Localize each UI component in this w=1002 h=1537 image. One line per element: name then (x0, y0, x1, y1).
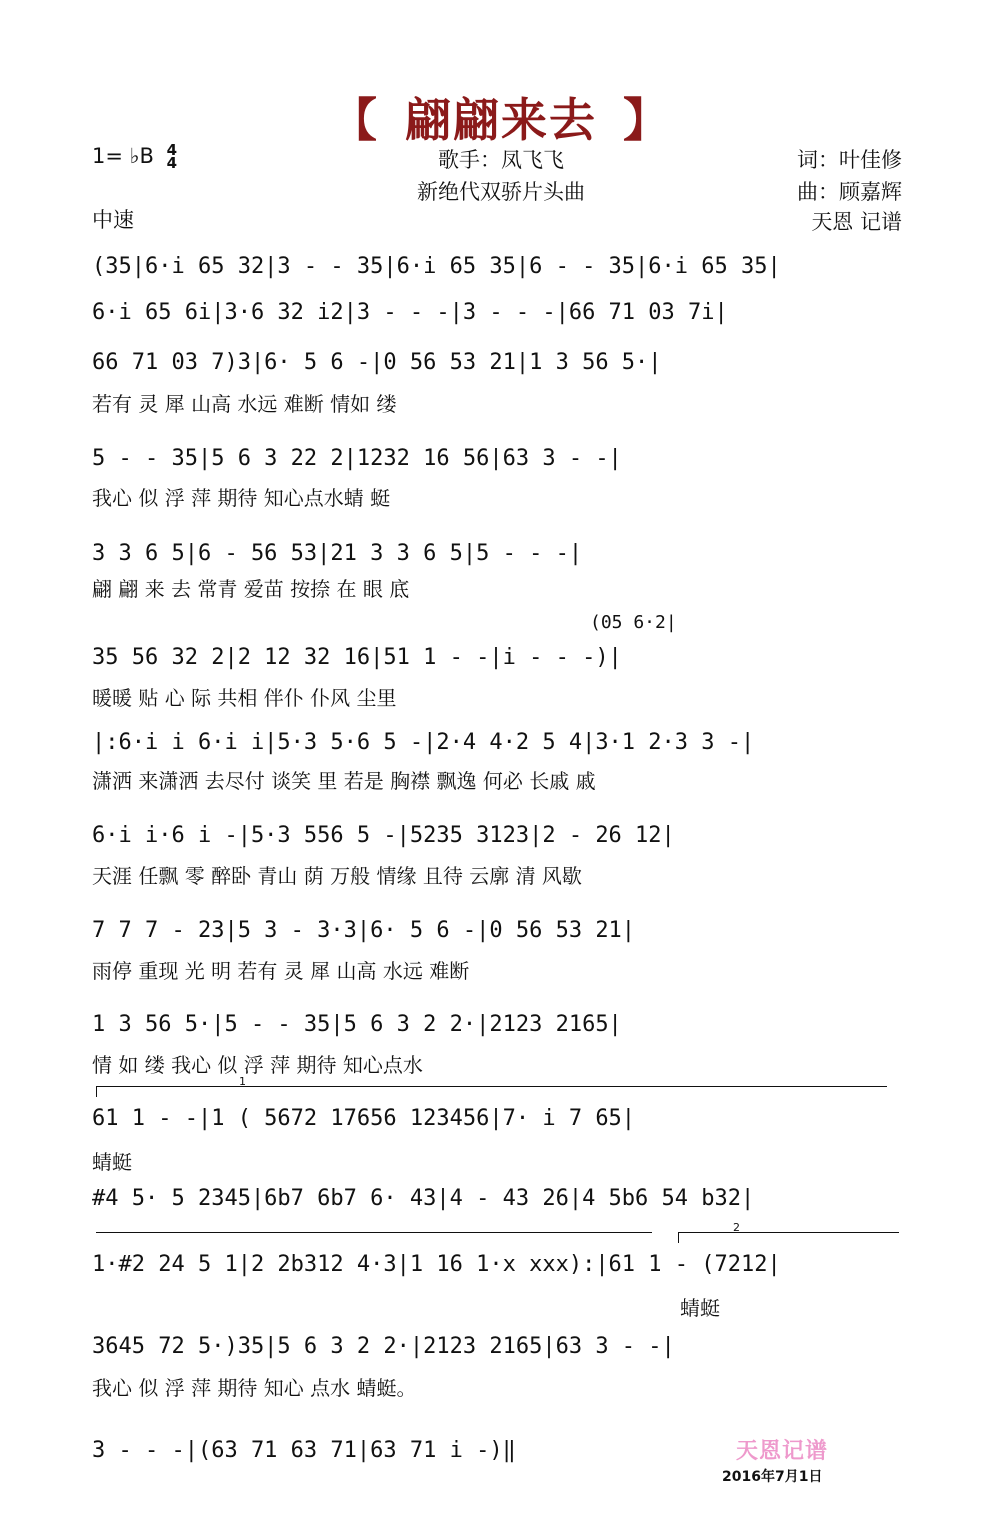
volta-number-1: 1 (239, 1075, 246, 1088)
song-subtitle: 新绝代双骄片头曲 (417, 180, 585, 204)
score-line-12: #4 5· 5 2345|6b7 6b7 6· 43|4 - 43 26|4 5b6 54 b32| (92, 1186, 755, 1211)
lyric-line-13: 蜻蜓 (680, 1296, 720, 1320)
score-line-3: 66 71 03 7)3|6· 5 6 -|0 56 53 21|1 3 56 5·| (92, 350, 662, 375)
title-bracket-close: 】 (623, 93, 671, 147)
volta-number-2: 2 (733, 1221, 740, 1234)
score-line-6: 35 56 32 2|2 12 32 16|51 1 - -|i - - -)| (92, 645, 622, 670)
score-line-10: 1 3 56 5·|5 - - 35|5 6 3 2 2·|2123 2165| (92, 1012, 622, 1037)
score-line-15: 3 - - -|(63 71 63 71|63 71 i -)‖ (92, 1438, 516, 1463)
title-text: 翩翩来去 (405, 93, 597, 147)
composer-credit: 曲：顾嘉辉 (797, 180, 902, 204)
notator-credit: 天恩 记谱 (811, 210, 902, 234)
volta-bracket-1-close (96, 1232, 652, 1243)
key-text: 1= ♭B (92, 144, 154, 168)
lyricist-credit: 词：叶佳修 (797, 148, 902, 172)
score-line-9: 7 7 7 - 23|5 3 - 3·3|6· 5 6 -|0 56 53 21| (92, 918, 636, 943)
score-line-6-aux: (05 6·2| (590, 612, 677, 633)
time-bottom: 4 (166, 154, 178, 172)
score-line-8: 6·i i·6 i -|5·3 556 5 -|5235 3123|2 - 26 12| (92, 823, 675, 848)
score-date: 2016年7月1日 (722, 1469, 823, 1485)
lyric-line-10: 情 如 缕 我心 似 浮 萍 期待 知心点水 (92, 1053, 423, 1077)
notator-stamp: 天恩记谱 (736, 1439, 829, 1464)
volta-bracket-2 (678, 1221, 899, 1243)
lyric-line-6: 暖暖 贴 心 际 共相 伴仆 仆风 尘里 (92, 686, 397, 710)
lyric-line-8: 天涯 任飘 零 醉卧 青山 荫 万般 情缘 且待 云廓 清 风歇 (92, 864, 582, 888)
title-bracket-open: 【 (331, 93, 379, 147)
volta-bracket-1 (96, 1075, 887, 1097)
lyric-line-14: 我心 似 浮 萍 期待 知心 点水 蜻蜓。 (92, 1376, 417, 1400)
lyric-line-4: 我心 似 浮 萍 期待 知心点水蜻 蜓 (92, 486, 391, 510)
tempo-marking: 中速 (92, 208, 134, 232)
lyric-line-7: 潇洒 来潇洒 去尽付 谈笑 里 若是 胸襟 飘逸 何必 长戚 戚 (92, 769, 596, 793)
score-line-13: 1·#2 24 5 1|2 2b312 4·3|1 16 1·x xxx):|61 1 - (7212| (92, 1252, 781, 1277)
score-line-14: 3645 72 5·)35|5 6 3 2 2·|2123 2165|63 3 - -| (92, 1334, 675, 1359)
lyric-line-9: 雨停 重现 光 明 若有 灵 犀 山高 水远 难断 (92, 959, 470, 983)
lyric-line-5: 翩 翩 来 去 常青 爱苗 按捺 在 眼 底 (92, 577, 410, 601)
score-line-7: |:6·i i 6·i i|5·3 5·6 5 -|2·4 4·2 5 4|3·1 2·3 3 -| (92, 730, 755, 755)
score-line-5: 3 3 6 5|6 - 56 53|21 3 3 6 5|5 - - -| (92, 541, 583, 566)
song-title (0, 84, 1002, 150)
score-line-2: 6·i 65 6i|3·6 32 i2|3 - - -|3 - - -|66 71 03 7i| (92, 300, 728, 325)
time-top: 4 (166, 141, 178, 159)
lyric-line-11: 蜻蜓 (92, 1150, 132, 1174)
score-line-4: 5 - - 35|5 6 3 22 2|1232 16 56|63 3 - -| (92, 446, 622, 471)
lyric-line-3: 若有 灵 犀 山高 水远 难断 情如 缕 (92, 392, 397, 416)
singer-credit: 歌手：凤飞飞 (438, 148, 564, 172)
score-line-11: 61 1 - -|1 ( 5672 17656 123456|7· i 7 65| (92, 1106, 636, 1131)
score-line-1: (35|6·i 65 32|3 - - 35|6·i 65 35|6 - - 35|6·i 65 35| (92, 254, 781, 279)
